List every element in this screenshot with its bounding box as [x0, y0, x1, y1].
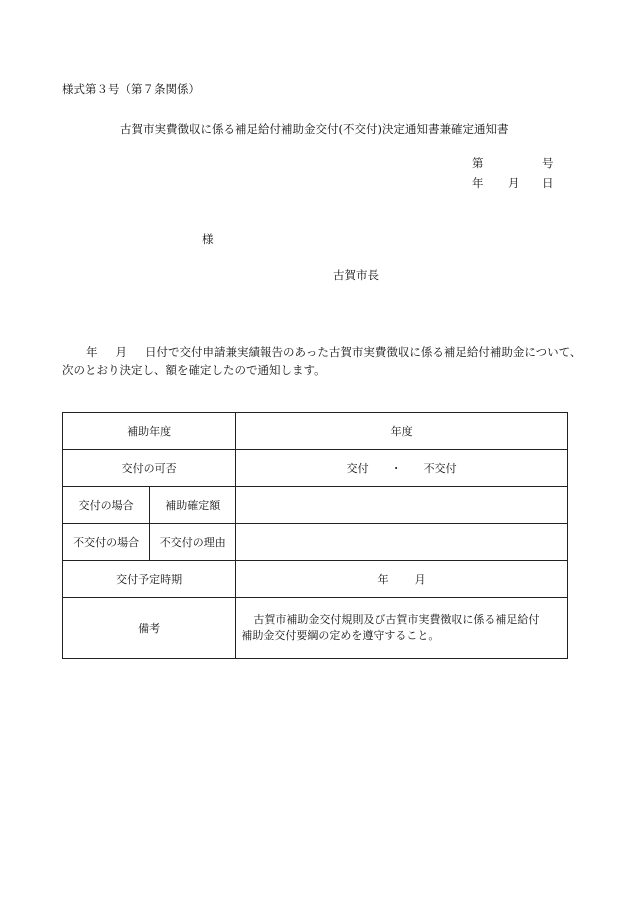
remarks-line-2: 補助金交付要綱の定めを遵守すること。	[241, 629, 440, 642]
table-row	[63, 487, 568, 524]
approval-label: 交付の可否	[63, 450, 236, 487]
body-year: 年	[86, 345, 98, 359]
remarks-label: 備考	[63, 598, 236, 659]
doc-number-prefix: 第	[472, 156, 484, 170]
denied-reason-value	[236, 524, 568, 561]
denied-case-label: 不交付の場合	[63, 524, 150, 561]
remarks-line-1: 古賀市補助金交付規則及び古賀市実費徴収に係る補足給付	[253, 613, 540, 626]
denied-reason-label: 不交付の理由	[150, 524, 236, 561]
fiscal-year-label: 補助年度	[63, 413, 236, 450]
date-day: 日	[542, 176, 554, 190]
approval-deny: 不交付	[423, 462, 457, 475]
schedule-value	[236, 561, 568, 598]
granted-case-label: 交付の場合	[63, 487, 150, 524]
remarks-value	[236, 598, 568, 659]
schedule-year: 年	[377, 573, 389, 586]
body-text-rest: 日付で交付申請兼実績報告のあった古賀市実費徴収に係る補足給付補助金について、	[145, 345, 582, 359]
body-text-line-1	[86, 344, 581, 360]
date-month: 月	[508, 176, 520, 190]
form-number: 様式第３号（第７条関係）	[62, 82, 200, 96]
approval-grant: 交付	[346, 462, 369, 475]
approval-separator: ・	[390, 462, 402, 475]
approval-value	[236, 450, 568, 487]
table-row	[63, 561, 568, 598]
table-row	[63, 524, 568, 561]
decision-table	[62, 412, 568, 659]
body-month: 月	[115, 345, 127, 359]
body-text-line-2: 次のとおり決定し、額を確定したので通知します。	[62, 363, 326, 377]
table-row	[63, 450, 568, 487]
sender-name: 古賀市長	[333, 268, 379, 282]
granted-amount-value	[236, 487, 568, 524]
doc-number-suffix: 号	[542, 156, 554, 170]
table-row	[63, 413, 568, 450]
fiscal-year-value: 年度	[236, 413, 568, 450]
date-year: 年	[472, 176, 484, 190]
schedule-label: 交付予定時期	[63, 561, 236, 598]
document-title: 古賀市実費徴収に係る補足給付補助金交付(不交付)決定通知書兼確定通知書	[120, 122, 509, 136]
schedule-month: 月	[414, 573, 426, 586]
granted-amount-label: 補助確定額	[150, 487, 236, 524]
addressee-suffix: 様	[202, 232, 214, 246]
table-row	[63, 598, 568, 659]
